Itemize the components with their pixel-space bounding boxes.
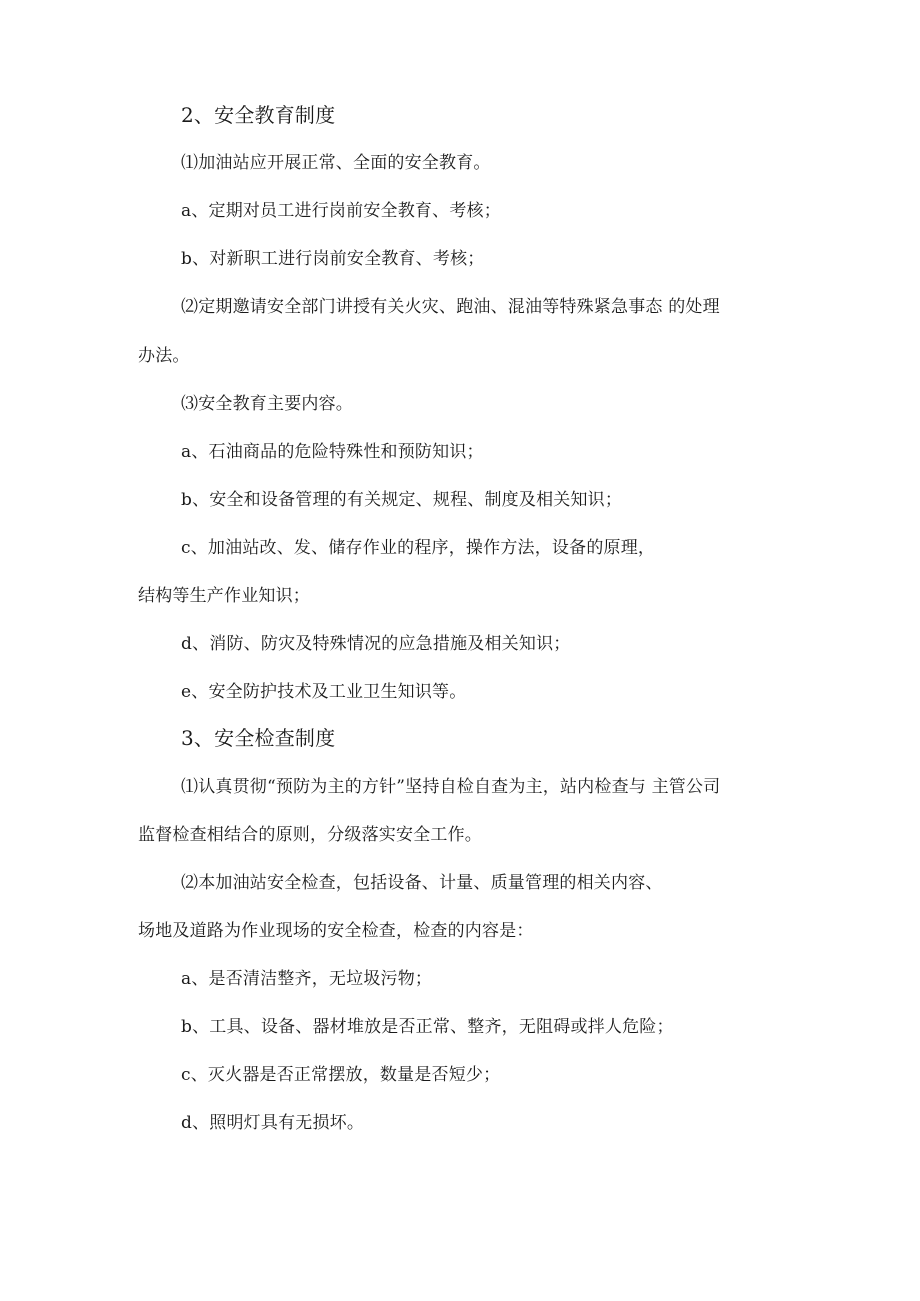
paragraph-line: b、对新职工进行岗前安全教育、考核；	[181, 249, 485, 269]
paragraph-line: c、加油站改、发、储存作业的程序，操作方法，设备的原理，	[181, 538, 656, 558]
paragraph-line: 办法。	[138, 346, 190, 366]
section-heading-education: 2、安全教育制度	[181, 103, 336, 127]
paragraph-line: ⑵本加油站安全检查，包括设备、计量、质量管理的相关内容、	[181, 873, 663, 893]
paragraph-line: ⑶安全教育主要内容。	[181, 394, 353, 414]
paragraph-line: 监督检查相结合的原则，分级落实安全工作。	[138, 825, 482, 845]
paragraph-line: d、照明灯具有无损坏。	[181, 1113, 365, 1133]
paragraph-line: ⑵定期邀请安全部门讲授有关火灾、跑油、混油等特殊紧急事态 的处理	[181, 297, 720, 317]
paragraph-line: b、安全和设备管理的有关规定、规程、制度及相关知识；	[181, 490, 623, 510]
paragraph-line: a、是否清洁整齐，无垃圾污物；	[181, 969, 433, 989]
paragraph-line: ⑴认真贯彻“预防为主的方针”坚持自检自查为主，站内检查与 主管公司	[181, 777, 721, 797]
paragraph-line: a、定期对员工进行岗前安全教育、考核；	[181, 201, 501, 221]
paragraph-line: ⑴加油站应开展正常、全面的安全教育。	[181, 153, 491, 173]
paragraph-line: 结构等生产作业知识；	[138, 586, 310, 606]
paragraph-line: 场地及道路为作业现场的安全检查，检查的内容是：	[138, 921, 534, 941]
section-heading-inspection: 3、安全检查制度	[181, 726, 336, 750]
paragraph-line: c、灭火器是否正常摆放，数量是否短少；	[181, 1065, 501, 1085]
paragraph-line: e、安全防护技术及工业卫生知识等。	[181, 682, 467, 702]
paragraph-line: b、工具、设备、器材堆放是否正常、整齐，无阻碍或拌人危险；	[181, 1017, 674, 1037]
paragraph-line: a、石油商品的危险特殊性和预防知识；	[181, 442, 484, 462]
paragraph-line: d、消防、防灾及特殊情况的应急措施及相关知识；	[181, 634, 571, 654]
